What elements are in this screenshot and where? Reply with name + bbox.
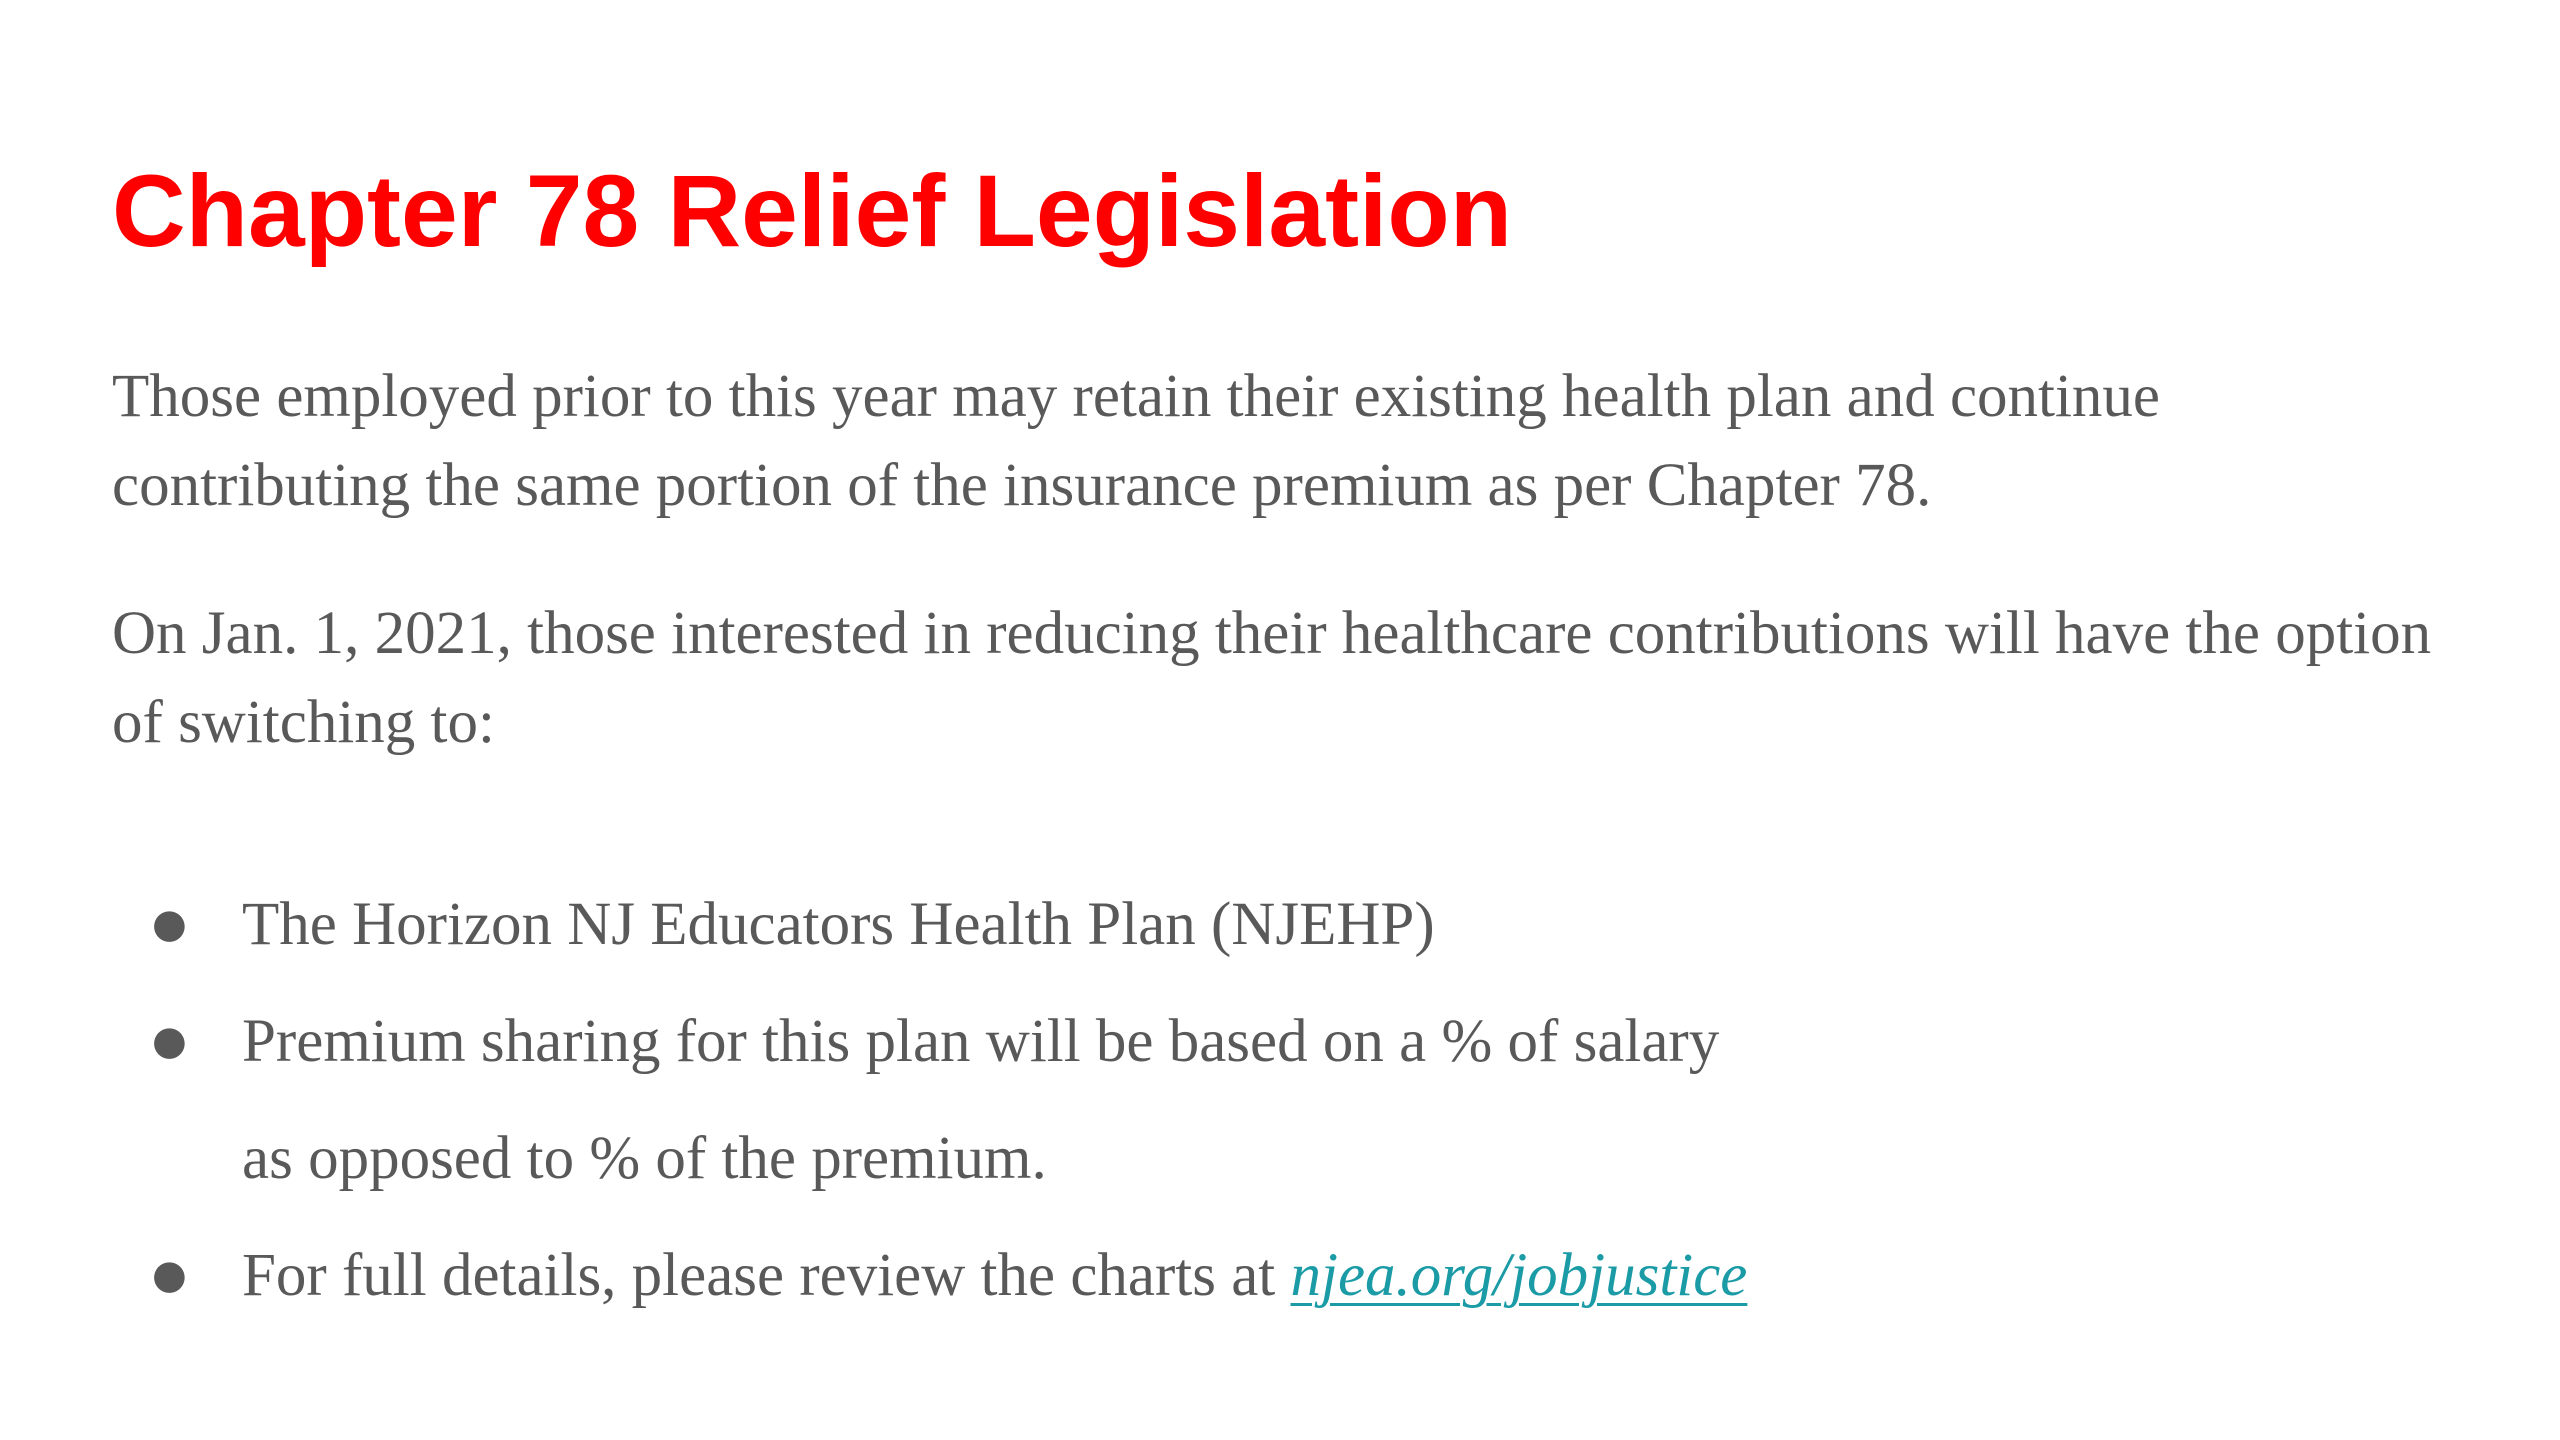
bullet-text: Premium sharing for this plan will be based on a % of salary (242, 1008, 1720, 1075)
bullet-text-continued: as opposed to % of the premium. (242, 1125, 1047, 1192)
bullet-text-with-link (242, 1217, 2442, 1334)
njea-jobjustice-link[interactable]: njea.org/jobjustice (1290, 1242, 1748, 1309)
list-item-njehp (112, 866, 2442, 983)
bullet-text: The Horizon NJ Educators Health Plan (NJEHP) (242, 891, 1435, 958)
list-item-premium-sharing (112, 983, 2442, 1217)
bullet-icon: ● (152, 1018, 187, 1064)
bullet-list (112, 866, 2442, 1334)
list-item-full-details (112, 1217, 2442, 1334)
slide-title: Chapter 78 Relief Legislation (112, 154, 1513, 268)
bullet-icon: ● (152, 901, 187, 947)
bullet-icon: ● (152, 1252, 187, 1298)
paragraph-switch-option: On Jan. 1, 2021, those interested in reducing their healthcare contributions will have the option of switching to: (112, 600, 2432, 756)
paragraph-existing-plan: Those employed prior to this year may retain their existing health plan and continue contributing the same portion of the insurance premium as per Chapter 78. (112, 363, 2160, 519)
bullet-text: For full details, please review the charts at (242, 1242, 1291, 1309)
